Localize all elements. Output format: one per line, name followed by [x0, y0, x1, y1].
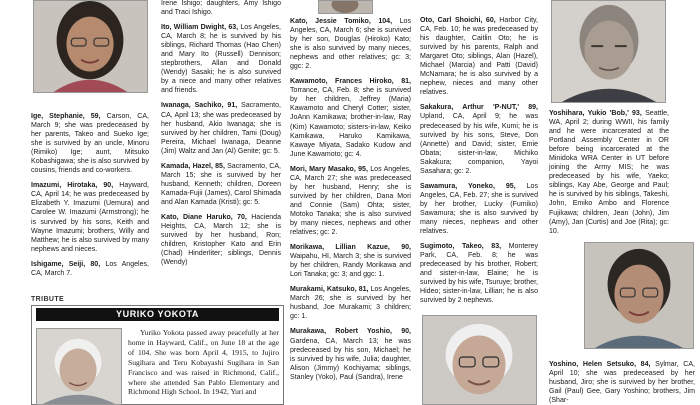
- obituary-column-3: [290, 17, 411, 384]
- obituary-column-5-continued: [549, 360, 695, 405]
- tribute-body: Yuriko Yokota passed away peacefully at her home in Hayward, Calif., on June 18 at the age of 104. She was born April 4, 1915, to Jujiro Sugihara and Teru Kobayashi Sugihara in San Francisco and was raised in Richmond, Calif., where she attended San Pablo Elementary and Richmond High School. In 1942, Yuri and: [128, 328, 279, 397]
- obituary-entry: Imazumi, Hirotaka, 90, Hayward, CA, April 14; he was predeceased by Elizabeth Y. Imazumi (Uemura) and Carolee W. Imazumi (Armstrong); he is survived by his sons, Keith and Wayne Imazumi; brothers, Willy and Matthew; he is also survived by many nephews and nieces.: [31, 182, 149, 253]
- obituary-entry: Yoshihara, Yukio 'Bob,' 93, Seattle, WA, April 2; during WWII, his family and he were incarcerated at the Portland Assembly Center in OR before being incarcerated at the Minidoka WRA Center in UT before joining the Army MIS; he was predeceased by his wife, Yaeko; siblings, Kay Abe, George and Paul; he is survived by his siblings, Takeshi, John, Emiko Ambo and Florence Fujikawa; children, Jean (John), Jim (Amy), Jan (Curtis) and Joe (Rita); gc: 10.: [549, 110, 670, 235]
- portrait-photo-yoshino: [584, 242, 694, 349]
- obituary-column-2: [161, 0, 281, 270]
- obituary-entry: Ishigame, Seiji, 80, Los Angeles, CA, March 7.: [31, 260, 150, 277]
- obituary-entry: Kato, Diane Haruko, 70, Hacienda Heights, CA, March 12; she is survived by her husband, Ron; children, Kristopher Kato and Erin (Chad) Hinderliter; siblings, Dennis (Wendy): [161, 213, 281, 267]
- obituary-entry: Oto, Carl Shoichi, 60, Harbor City, CA, Feb. 10; he was predeceased by his daughter, Caitlin Oto; he is survived by his parents, Ralph and Margaret Oto; siblings, Alan (Hazel), Michael (Marcia) and Patti (David) McNamara; he is also survived by a nephew, nieces and many other relatives.: [420, 17, 538, 97]
- portrait-photo-kato: [318, 0, 373, 14]
- portrait-photo-sakakura: [551, 0, 666, 103]
- tribute-title: YURIKO YOKOTA: [36, 308, 279, 321]
- portrait-photo-ige: [33, 0, 148, 93]
- portrait-photo-sugimoto: [422, 315, 537, 405]
- obituary-entry: Yoshino, Helen Setsuko, 84, Sylmar, CA, April 10; she was predeceased by her husband, Jiro; she is survived by her brother, Gail (Paul) Gee, Gary Yoshino; brothers, Jim (Shar-: [549, 361, 695, 405]
- obituary-entry: Sugimoto, Takeo, 83, Monterey Park, CA, Feb. 8; he was predeceased by his brother, Robert; and sister-in-law, Elaine; he is survived by his wife, Tsuruye; brother, Hideo; sister-in-law, Lillian; he is also survived by 2 nephews.: [420, 243, 538, 305]
- tribute-label: TRIBUTE: [31, 296, 65, 303]
- obituary-entry: Kawamoto, Frances Hiroko, 81, Torrance, CA, Feb. 8; she is survived by her children, Jeffrey (Maria) Kawamoto and Cheryl Cotter; sister, JoAnn Kamikawa; brother-in-law, Ray (Kim) Kawamoto; sisters-in-law, Keiko Kamikawa, Haruko Kamikawa, Kawaye Miyata, Sadako Kudow and June Kawamoto; gc: 4.: [290, 78, 411, 158]
- obituary-column-5: [549, 109, 669, 238]
- obituary-entry: Iwanaga, Sachiko, 91, Sacramento, CA, April 13; she was predeceased by her husband, Akio Iwanaga; she is survived by her children, Tami (Doug) Pereira, Michael Iwanaga, Deanne (Jim) Waltz and Jan (Al) Genite; gc: 5.: [161, 102, 281, 155]
- obituary-entry: Sawamura, Yoneko, 95, Los Angeles, CA, Feb. 27; she is survived by her brother, Lucky (Fumiko) Sawamura; she is also survived by many nieces, nephews and other relatives.: [420, 182, 538, 236]
- obituary-column-4: [420, 16, 538, 308]
- obituary-entry: Morikawa, Lillian Kazue, 90, Waipahu, HI, March 3; she is survived by her children, Randy Morikawa and Lori Tanaka; gc: 3; and ggc: 1.: [290, 244, 411, 279]
- obituary-entry: Murakami, Katsuko, 81, Los Angeles, March 26; she is survived by her husband, Joe Murakami; 3 children; gc: 1.: [290, 286, 412, 321]
- obituary-entry: Murakawa, Robert Yoshio, 90, Gardena, CA, March 13; he was predeceased by his son, Michael; he is survived by his wife, Julia; daughter, Alison (Jimmy) Kochiyama; siblings, Stanley (Yoko), Paul (Sandra), Irene: [290, 328, 411, 381]
- obituary-entry: Kamada, Hazel, 85, Sacramento, CA, March 15; she is survived by her husband, Kenneth; children, Doreen Kamada-Fujii (James), Carol Shimada and Alan Kamada (Kristi); gc: 5.: [161, 162, 281, 206]
- obituary-entry: Ito, William Dwight, 63, Los Angeles, CA, March 8; he is survived by his siblings, Richard Thomas (Hao Chen) and Mary Ito (Russell) Dennison; stepbrothers, Allan and Donald (Wendy) Sasaki; he is also survived by a niece and many other relatives and friends.: [161, 24, 281, 95]
- obituary-entry: Sakakura, Arthur 'P-NUT,' 89, Upland, CA, April 9; he was predeceased by his wife, Kumi; he is survived by his sons, Steve, Don (Annette) and David; sister, Emie Obata; sister-in-law, Michiko Sakakura; companion, Yayoi Sasahara; gc: 2.: [420, 104, 538, 175]
- obituary-entry: Irene Ishigo; daughters, Amy Ishigo and Traci Ishigo.: [161, 0, 281, 17]
- obituary-entry: Mori, Mary Masako, 95, Los Angeles, CA, March 27; she was predeceased by her husband, Henry; she is survived by her children, Dana Mori and Connie (Sam) Ohta; sister, Motoko Tanaka; she is also survived by many nieces, nephews and other relatives; gc: 2.: [290, 165, 412, 237]
- obituary-entry: Ige, Stephanie, 59, Carson, CA, March 9; she was predeceased by her parents, Takeo and Sueko Ige; she is survived by an uncle, Minoru (Rimiko) Ige; aunt, Mitsuko Kobashigawa; she is also survived by cousins, friends and co-workers.: [31, 113, 149, 175]
- obituary-column-1: [31, 112, 149, 280]
- obituary-entry: Kato, Jessie Tomiko, 104, Los Angeles, CA, March 6; she is survived by her son, Douglas (Hiroko) Kato; she is also survived by many nieces, nephews and other relatives; gc: 3; ggc: 2.: [290, 18, 411, 71]
- tribute-photo-yokota: [36, 328, 122, 405]
